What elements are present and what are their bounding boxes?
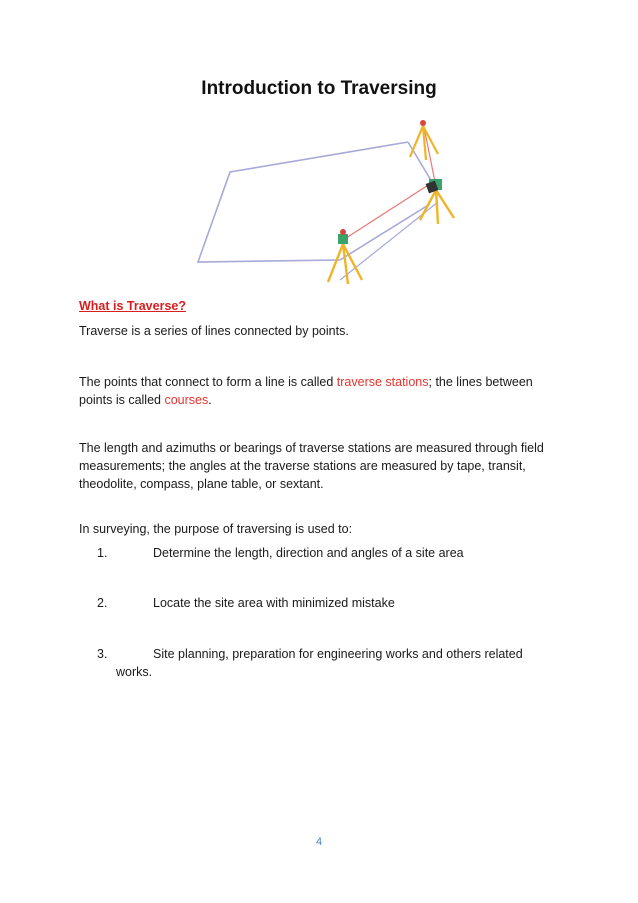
tripod-upper — [410, 120, 438, 160]
page-title: Introduction to Traversing — [201, 78, 437, 99]
paragraph-definition: Traverse is a series of lines connected by points. — [79, 324, 349, 338]
list-number: 2. — [97, 596, 108, 610]
list-item: 3. Site planning, preparation for engineering works and others related works. — [97, 645, 557, 681]
paragraph-purpose: In surveying, the purpose of traversing is used to: — [79, 522, 353, 536]
traverse-illustration — [180, 112, 470, 292]
list-number: 1. — [97, 546, 108, 560]
page-number: 4 — [315, 836, 323, 848]
paragraph-stations: The points that connect to form a line is called traverse stations; the lines between points is called courses. — [79, 375, 533, 407]
list-item-continuation: works. — [116, 665, 153, 679]
term-traverse-stations: traverse stations — [336, 375, 429, 389]
tripod-middle — [420, 179, 454, 224]
list-item: 1. Determine the length, direction and angles of a site area — [97, 546, 464, 560]
traverse-polygon — [198, 142, 408, 262]
term-courses: courses — [164, 393, 209, 407]
section-heading: What is Traverse? — [79, 299, 186, 313]
paragraph-measurements: The length and azimuths or bearings of traverse stations are measured through field measurements; the angles at the traverse stations are measured by tape, transit, theodolite, compass, plane table, or sextant. — [79, 441, 544, 491]
list-item: 2. Locate the site area with minimized mistake — [97, 596, 395, 610]
list-number: 3. — [97, 647, 108, 661]
